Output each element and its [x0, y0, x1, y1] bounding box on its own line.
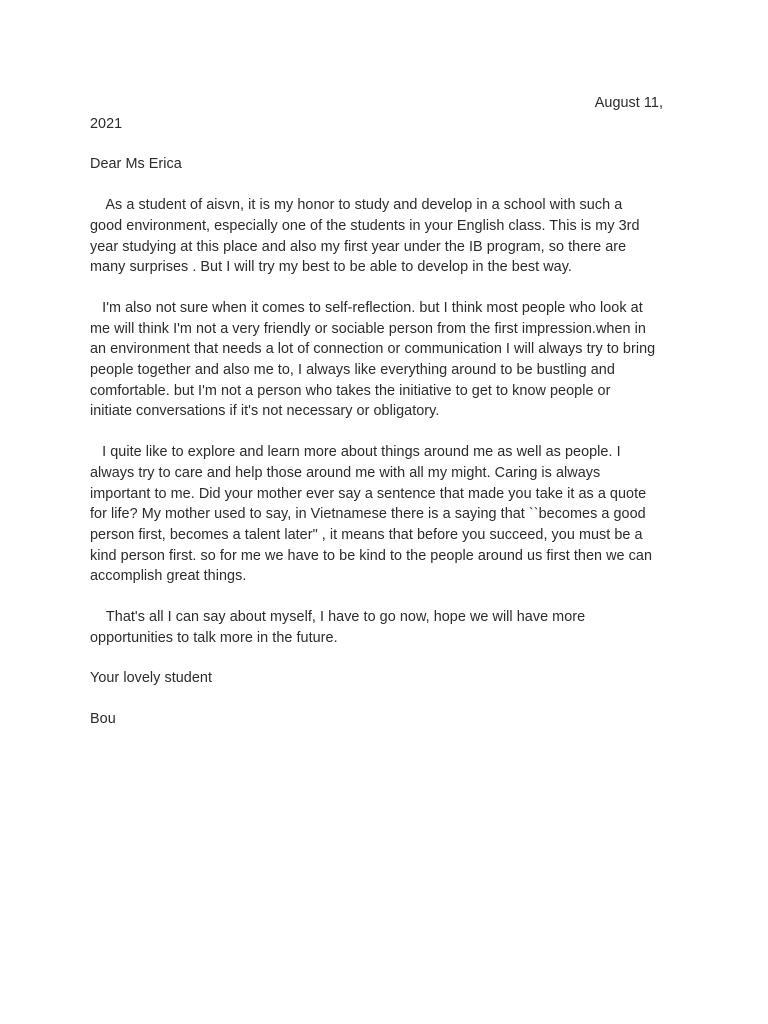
- paragraph-line: year studying at this place and also my first year under the IB program, so there are: [90, 238, 627, 255]
- paragraph-line: As a student of aisvn, it is my honor to study and develop in a school with such a: [90, 197, 623, 214]
- signature: Bou: [90, 711, 116, 728]
- paragraph-line: people together and also me to, I always like everything around to be bustling and: [90, 362, 615, 379]
- paragraph-line: I quite like to explore and learn more about things around me as well as people. I: [90, 444, 621, 461]
- paragraph-line: opportunities to talk more in the future.: [90, 629, 338, 646]
- paragraph-line: for life? My mother used to say, in Vietnamese there is a saying that ``becomes a good: [90, 506, 646, 523]
- paragraph-line: comfortable. but I'm not a person who takes the initiative to get to know people or: [90, 382, 611, 399]
- paragraph-1: [90, 195, 680, 278]
- paragraph-line: initiate conversations if it's not necessary or obligatory.: [90, 403, 440, 420]
- closing: Your lovely student: [90, 670, 213, 687]
- paragraph-line: person first, becomes a talent later" , it means that before you succeed, you must be a: [90, 526, 643, 543]
- paragraph-line: always try to care and help those around me with all my might. Caring is always: [90, 464, 601, 481]
- paragraph-4: [90, 607, 680, 648]
- letter-date: August 11,: [594, 95, 663, 111]
- paragraph-line: That's all I can say about myself, I have to go now, hope we will have more: [90, 609, 586, 626]
- letter-date-year: 2021: [90, 115, 123, 132]
- letter-body: [90, 93, 680, 730]
- paragraph-line: me will think I'm not a very friendly or sociable person from the first impression.when in: [90, 320, 646, 337]
- paragraph-2: [90, 298, 680, 422]
- paragraph-3: [90, 442, 680, 587]
- paragraph-line: good environment, especially one of the students in your English class. This is my 3rd: [90, 217, 640, 234]
- salutation: Dear Ms Erica: [90, 156, 182, 173]
- paragraph-line: important to me. Did your mother ever say a sentence that made you take it as a quote: [90, 485, 647, 502]
- paragraph-line: I'm also not sure when it comes to self-reflection. but I think most people who look at: [90, 299, 643, 316]
- paragraph-line: an environment that needs a lot of connection or communication I will always try to bring: [90, 341, 656, 358]
- paragraph-line: accomplish great things.: [90, 568, 247, 585]
- paragraph-line: many surprises . But I will try my best to be able to develop in the best way.: [90, 259, 572, 276]
- paragraph-line: kind person first. so for me we have to be kind to the people around us first then we can: [90, 547, 653, 564]
